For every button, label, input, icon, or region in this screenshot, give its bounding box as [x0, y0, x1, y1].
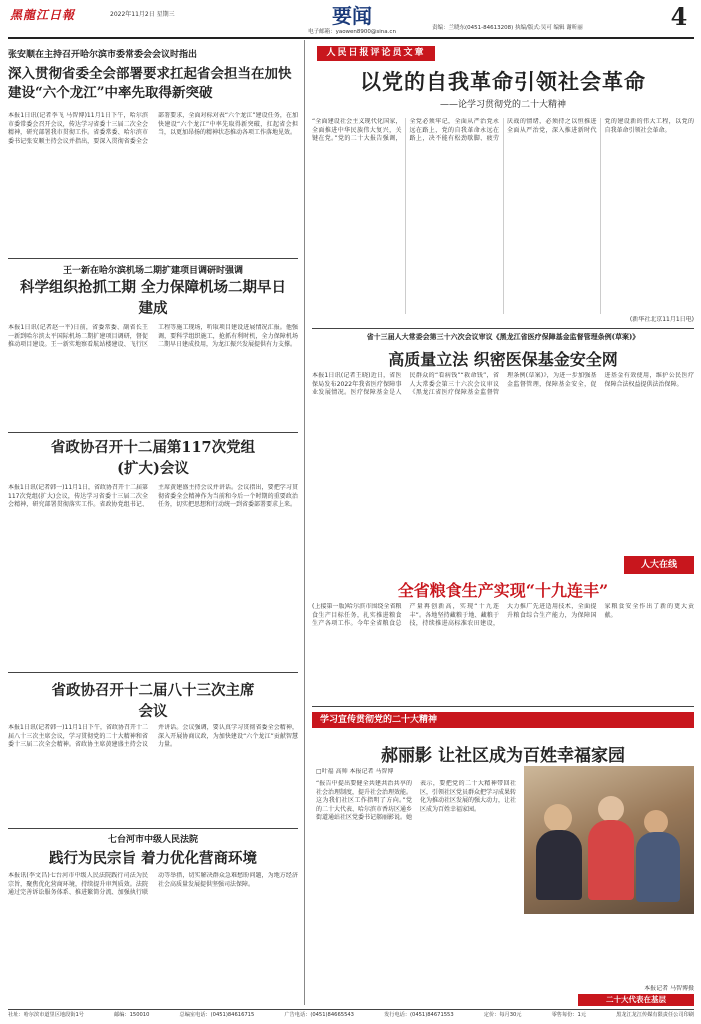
commentary-banner: 人民日报评论员文章 — [317, 46, 435, 61]
divider-1 — [8, 258, 298, 259]
footer-ad-phone: 广告电话：(0451)84665543 — [284, 1012, 354, 1018]
section-title: 要闻 — [332, 4, 372, 28]
footer-address: 社址：哈尔滨市道里区地段街1号 — [8, 1012, 84, 1018]
profile-headline: 郝丽影 让社区成为百姓幸福家园 — [381, 746, 625, 766]
footer-office-phone: 总编室电话：(0451)84616715 — [179, 1012, 255, 1018]
footer-postcode: 邮编：150010 — [114, 1012, 150, 1018]
commentary-headline: 以党的自我革命引领社会革命 — [360, 69, 646, 94]
article-5-headline: 践行为民宗旨 着力优化营商环境 — [48, 850, 258, 867]
profile-photo — [524, 766, 694, 914]
grain-headline: 全省粮食生产实现“十九连丰” — [397, 581, 609, 600]
article-1-headline: 深入贯彻省委全会部署要求扛起省会担当在加快建设“六个龙江”中率先取得新突破 — [8, 66, 292, 101]
npc-kicker: 省十三届人大常委会第三十六次会议审议《黑龙江省医疗保障基金监督管理条例(草案)》 — [366, 332, 640, 341]
profile-footer-text: 二十大代表在基层 — [606, 995, 666, 1004]
article-5-body: 本报讯(李文昌)七台河市中级人民法院践行司法为民宗旨，聚焦优化营商环境，持续提升审判质效。法院通过完善诉讼服务体系、推进繁简分流、加强执行联动等举措，切实解决群众急难愁盼问题，为地方经济社会高质量发展提供坚强司法保障。 — [8, 872, 298, 896]
footer-printer: 黑龙江龙江传媒有限责任公司印刷 — [616, 1012, 694, 1018]
article-2-kicker: 王一新在哈尔滨机场二期扩建项目调研时强调 — [62, 266, 243, 276]
grain-body: (上接第一版)哈尔滨市围绕全省粮食生产目标任务，扎实推进粮食生产各项工作。今年全省粮食总产量再创新高，实现“十九连丰”。各地坚持藏粮于地、藏粮于技，持续推进高标准农田建设，大力推广先进适用技术，全面提升粮食综合生产能力，为保障国家粮食安全作出了新的更大贡献。 — [312, 603, 694, 627]
divider-3 — [8, 672, 298, 673]
masthead-rule — [8, 37, 694, 39]
commentary-footer: (新华社北京11月1日电) — [629, 316, 694, 323]
editor-line: 责编：兰晓东(0451-84613208) 执编/版式:吴可 编辑 谢昕丽 — [432, 25, 583, 31]
commentary-body: “全面建设社会主义现代化国家，全面推进中华民族伟大复兴，关键在党。”党的二十大报告强调，全党必须牢记，全面从严治党永远在路上，党的自我革命永远在路上，决不能有松劲歇脚、疲劳厌战的情绪，必须持之以恒推进全面从严治党，深入推进新时代党的建设新的伟大工程，以党的自我革命引领社会革命。 — [312, 118, 694, 142]
article-5-kicker: 七台河市中级人民法院 — [107, 835, 198, 845]
article-2-body: 本报1日讯(记者赵一平)日前，省委常委、副省长王一新到哈尔滨太平国际机场二期扩建项目调研，督促推动项目建设。王一新实地察看航站楼建设、飞行区工程等施工现场，听取项目建设进展情况汇报。他强调，要科学组织施工，抢抓有利时机，全力保障机场二期早日建成投用，为龙江振兴发展提供有力支撑。 — [8, 324, 298, 348]
photo-caption: 本报记者 马智博摄 — [644, 985, 694, 992]
npc-headline: 高质量立法 织密医保基金安全网 — [388, 350, 618, 369]
article-3-headline: 省政协召开十二届第117次党组(扩大)会议 — [50, 439, 256, 477]
article-3-body: 本报1日讯(记者韩一)11月1日，省政协召开十二届第117次党组(扩大)会议，传达学习省委十三届二次全会精神，研究部署贯彻落实工作。省政协党组书记、主席黄建盛主持会议并讲话。会议指出，要把学习贯彻省委全会精神作为当前和今后一个时期的重要政治任务，切实把思想和行动统一到省委部署要求上来。 — [8, 484, 298, 508]
article-1-kicker: 张安顺在主持召开哈尔滨市委常委会会议时指出 — [8, 50, 198, 60]
article-4-body: 本报1日讯(记者韩一)11月1日下午，省政协召开十二届八十三次主席会议，学习贯彻党的二十大精神和省委十三届二次全会精神。省政协主席黄建盛主持会议并讲话。会议强调，要认真学习贯彻省委全会精神，深入开展协商议政，为加快建设“六个龙江”贡献智慧力量。 — [8, 724, 298, 748]
npc-body: 本报1日讯(记者王晓)近日，省医保局发布2022年我省医疗保障事业发展情况。医疗保障基金是人民群众的“看病钱”“救命钱”，省人大常委会第三十六次会议审议《黑龙江省医疗保障基金监督管理条例(草案)》，为进一步加强基金监督管理，保障基金安全，促进基金有效使用，维护公民医疗保障合法权益提供法治保障。 — [312, 372, 694, 396]
article-2-headline: 科学组织抢抓工期 全力保障机场二期早日建成 — [19, 279, 287, 317]
npc-online-tag: 人大在线 — [624, 556, 694, 574]
divider-2 — [8, 432, 298, 433]
article-1-body: 本报1日讯(记者李飞 马智博)11月1日下午，哈尔滨市委常委会召开会议，传达学习省委十三届二次全会精神，研究部署我市贯彻工作。省委常委、哈尔滨市委书记张安顺主持会议并指出，要深入贯彻省委全会部署要求，全面对标对表“六个龙江”建设任务，在加快建设“六个龙江”中率先取得新突破，扛起省会担当，以更加昂扬的精神状态推动各项工作落地见效。 — [8, 112, 298, 145]
footer-monthly-price: 定价：每月30元 — [483, 1012, 522, 1018]
article-4-headline: 省政协召开十二届八十三次主席会议 — [51, 682, 255, 720]
column-divider — [304, 40, 305, 1005]
footer-bar — [8, 1011, 694, 1021]
footer-distribution-phone: 发行电话：(0451)84671553 — [384, 1012, 454, 1018]
divider-5 — [312, 328, 694, 329]
profile-banner-text: 学习宣传贯彻党的二十大精神 — [320, 715, 438, 725]
commentary-subhead: ——论学习贯彻党的二十大精神 — [439, 100, 566, 110]
footer-rule — [8, 1009, 694, 1010]
profile-byline: □叶福 高帅 本报记者 马智博 — [316, 768, 394, 775]
issue-date: 2022年11月2日 星期三 — [110, 11, 175, 18]
footer-retail-price: 零售每份：1元 — [551, 1012, 587, 1018]
page-number: 4 — [670, 2, 688, 31]
section-email: 电子邮箱：yaowen8900@sina.cn — [308, 29, 396, 35]
divider-4 — [8, 828, 298, 829]
profile-body: “报告中提出要健全共建共治共享的社会治理制度，提升社会治理效能。这为我们社区工作指明了方向。”党的二十大代表、哈尔滨市香坊区通乡街道通站社区党委书记郝丽影说。她表示，要把党的二十大精神带回社区，引领社区党员群众把学习成果转化为推动社区发展的强大动力，让社区成为百姓幸福家园。 — [316, 780, 516, 821]
paper-logo: 黑龍江日報 — [10, 8, 76, 22]
divider-6 — [312, 706, 694, 707]
